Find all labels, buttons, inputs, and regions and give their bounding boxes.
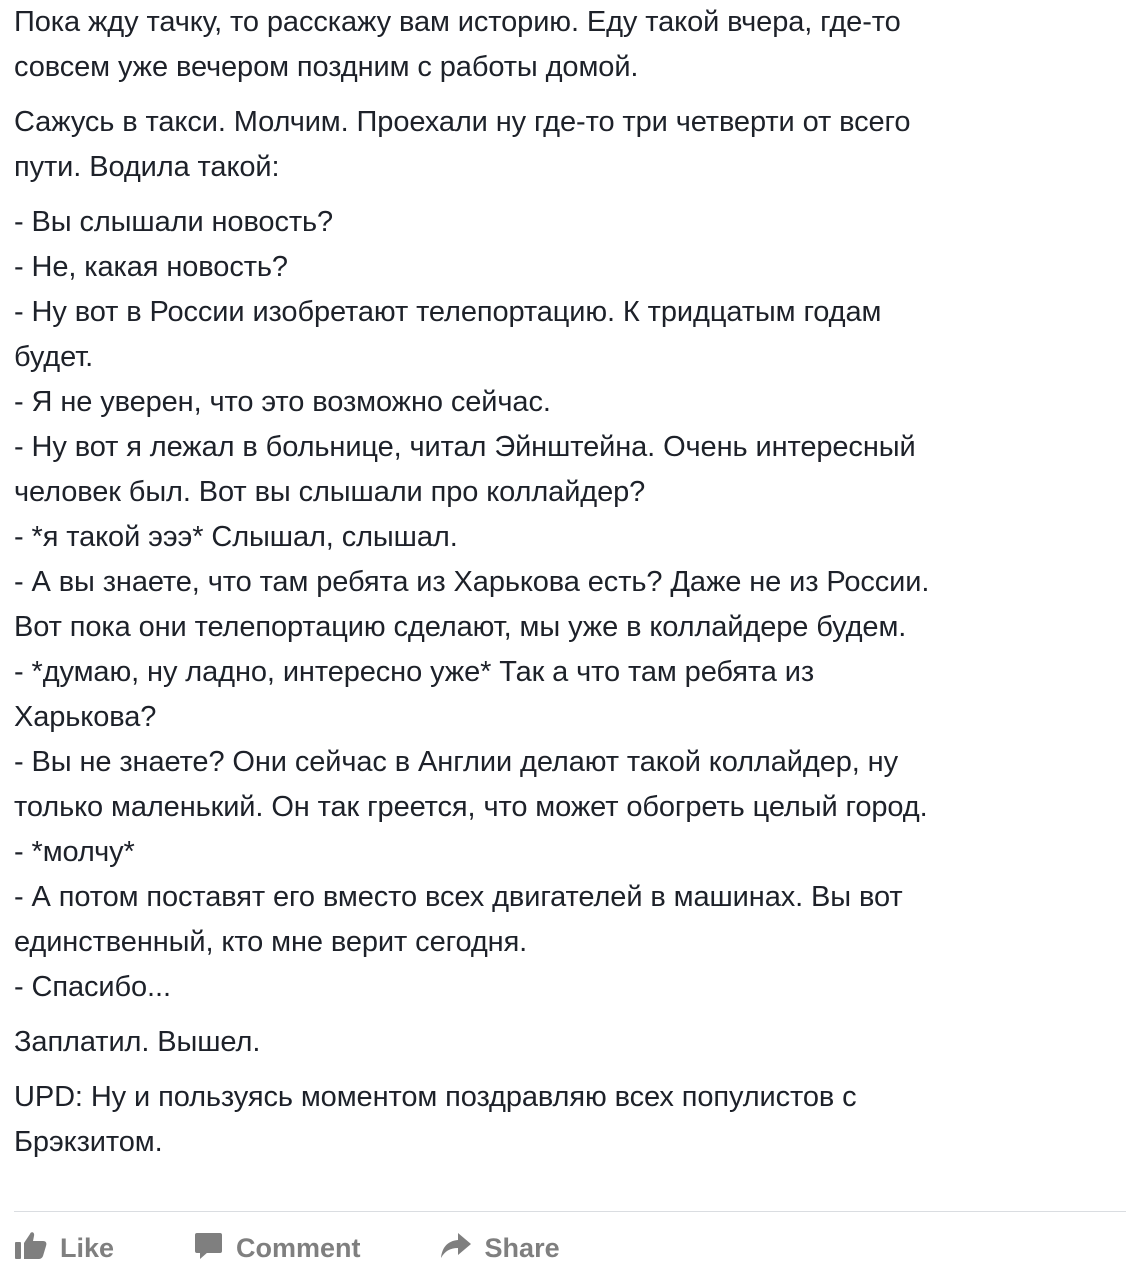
- thumbs-up-icon: [14, 1230, 48, 1267]
- post-line: Сажусь в такси. Молчим. Проехали ну где-то три четверти от всего: [14, 106, 911, 138]
- post: [14, 0, 1126, 1175]
- post-line: - *я такой эээ* Слышал, слышал.: [14, 521, 458, 553]
- post-line: Заплатил. Вышел.: [14, 1026, 261, 1058]
- post-body: [14, 0, 1126, 1165]
- post-line: будет.: [14, 341, 94, 373]
- share-arrow-icon: [439, 1230, 473, 1267]
- post-line: пути. Водила такой:: [14, 151, 280, 183]
- post-line: - Не, какая новость?: [14, 251, 288, 283]
- like-label: Like: [60, 1232, 115, 1263]
- post-line: - *молчу*: [14, 836, 135, 868]
- post-paragraph: [14, 0, 1126, 90]
- post-line: - А потом поставят его вместо всех двигателей в машинах. Вы вот: [14, 881, 903, 913]
- post-paragraph: [14, 200, 1126, 1010]
- post-line: - А вы знаете, что там ребята из Харькова есть? Даже не из России.: [14, 566, 930, 598]
- comment-button[interactable]: [194, 1230, 361, 1267]
- post-line: только маленький. Он так греется, что может обогреть целый город.: [14, 791, 928, 823]
- post-line: Пока жду тачку, то расскажу вам историю. Еду такой вчера, где-то: [14, 6, 901, 38]
- post-line: единственный, кто мне верит сегодня.: [14, 926, 528, 958]
- comment-label: Comment: [236, 1232, 361, 1263]
- post-line: UPD: Ну и пользуясь моментом поздравляю всех популистов с: [14, 1081, 857, 1113]
- post-paragraph: [14, 1075, 1126, 1165]
- like-button[interactable]: [14, 1230, 114, 1267]
- post-line: человек был. Вот вы слышали про коллайдер?: [14, 476, 646, 508]
- post-line: - Ну вот в России изобретают телепортацию. К тридцатым годам: [14, 296, 882, 328]
- post-line: - Вы слышали новость?: [14, 206, 334, 238]
- post-line: - Вы не знаете? Они сейчас в Англии делают такой коллайдер, ну: [14, 746, 898, 778]
- post-line: Харькова?: [14, 701, 157, 733]
- post-line: Брэкзитом.: [14, 1126, 163, 1158]
- post-paragraph: [14, 100, 1126, 190]
- post-line: - Спасибо...: [14, 971, 171, 1003]
- post-actions-bar: [14, 1226, 560, 1270]
- post-line: - Ну вот я лежал в больнице, читал Эйнштейна. Очень интересный: [14, 431, 916, 463]
- actions-divider: [14, 1211, 1126, 1212]
- share-button[interactable]: [439, 1230, 560, 1267]
- post-line: - *думаю, ну ладно, интересно уже* Так а что там ребята из: [14, 656, 815, 688]
- post-line: Вот пока они телепортацию сделают, мы уже в коллайдере будем.: [14, 611, 907, 643]
- speech-bubble-icon: [194, 1230, 224, 1267]
- post-paragraph: [14, 1020, 1126, 1065]
- post-line: совсем уже вечером поздним с работы домой.: [14, 51, 639, 83]
- post-line: - Я не уверен, что это возможно сейчас.: [14, 386, 551, 418]
- share-label: Share: [484, 1232, 560, 1263]
